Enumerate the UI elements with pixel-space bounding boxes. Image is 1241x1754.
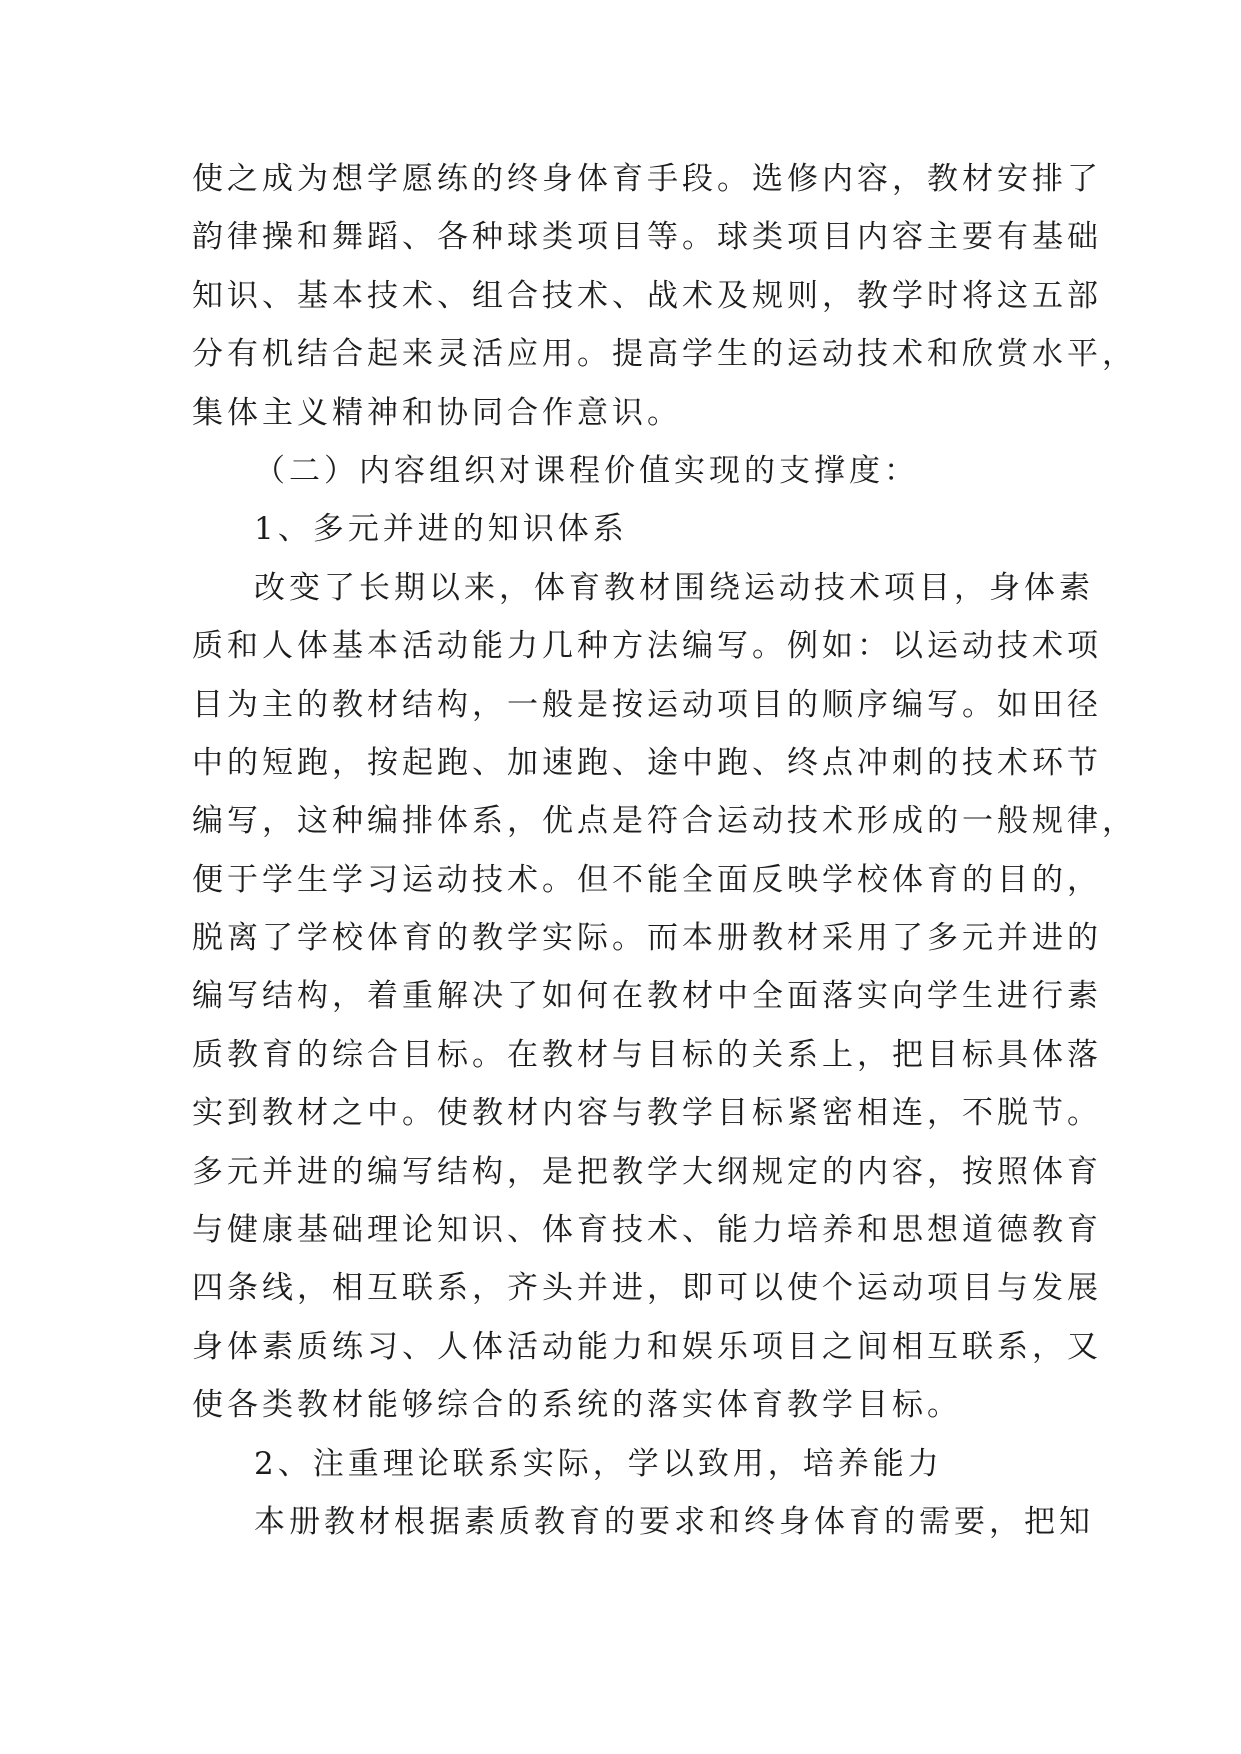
text-line: 便于学生学习运动技术。但不能全面反映学校体育的目的，	[192, 861, 1102, 898]
text-line: 编写，这种编排体系，优点是符合运动技术形成的一般规律，	[192, 803, 1137, 840]
text-line: 1、多元并进的知识体系	[254, 511, 628, 548]
text-line: 实到教材之中。使教材内容与教学目标紧密相连，不脱节。	[192, 1095, 1102, 1132]
text-line: 中的短跑，按起跑、加速跑、途中跑、终点冲刺的技术环节	[192, 744, 1102, 781]
text-line: 集体主义精神和协同合作意识。	[192, 394, 682, 431]
text-line: 多元并进的编写结构，是把教学大纲规定的内容，按照体育	[192, 1153, 1102, 1190]
text-line: 编写结构，着重解决了如何在教材中全面落实向学生进行素	[192, 978, 1102, 1015]
text-line: 质和人体基本活动能力几种方法编写。例如：以运动技术项	[192, 628, 1102, 665]
text-line: 分有机结合起来灵活应用。提高学生的运动技术和欣赏水平，	[192, 336, 1137, 373]
text-line: 与健康基础理论知识、体育技术、能力培养和思想道德教育	[192, 1212, 1102, 1249]
text-line: 目为主的教材结构，一般是按运动项目的顺序编写。如田径	[192, 686, 1102, 723]
text-line: 使之成为想学愿练的终身体育手段。选修内容，教材安排了	[192, 161, 1102, 197]
text-line: （二）内容组织对课程价值实现的支撑度：	[254, 452, 919, 489]
text-line: 脱离了学校体育的教学实际。而本册教材采用了多元并进的	[192, 920, 1102, 957]
text-line: 质教育的综合目标。在教材与目标的关系上，把目标具体落	[192, 1036, 1102, 1073]
text-line: 使各类教材能够综合的系统的落实体育教学目标。	[192, 1387, 962, 1424]
text-line: 改变了长期以来，体育教材围绕运动技术项目，身体素	[254, 569, 1094, 606]
text-line: 知识、基本技术、组合技术、战术及规则，教学时将这五部	[192, 277, 1102, 314]
text-line: 韵律操和舞蹈、各种球类项目等。球类项目内容主要有基础	[192, 219, 1102, 256]
text-line: 2、注重理论联系实际，学以致用，培养能力	[254, 1445, 943, 1482]
text-line: 身体素质练习、人体活动能力和娱乐项目之间相互联系，又	[192, 1328, 1102, 1365]
text-line: 本册教材根据素质教育的要求和终身体育的需要，把知	[254, 1503, 1094, 1540]
document-body	[192, 150, 1137, 1551]
text-line: 四条线，相互联系，齐头并进，即可以使个运动项目与发展	[192, 1270, 1102, 1307]
